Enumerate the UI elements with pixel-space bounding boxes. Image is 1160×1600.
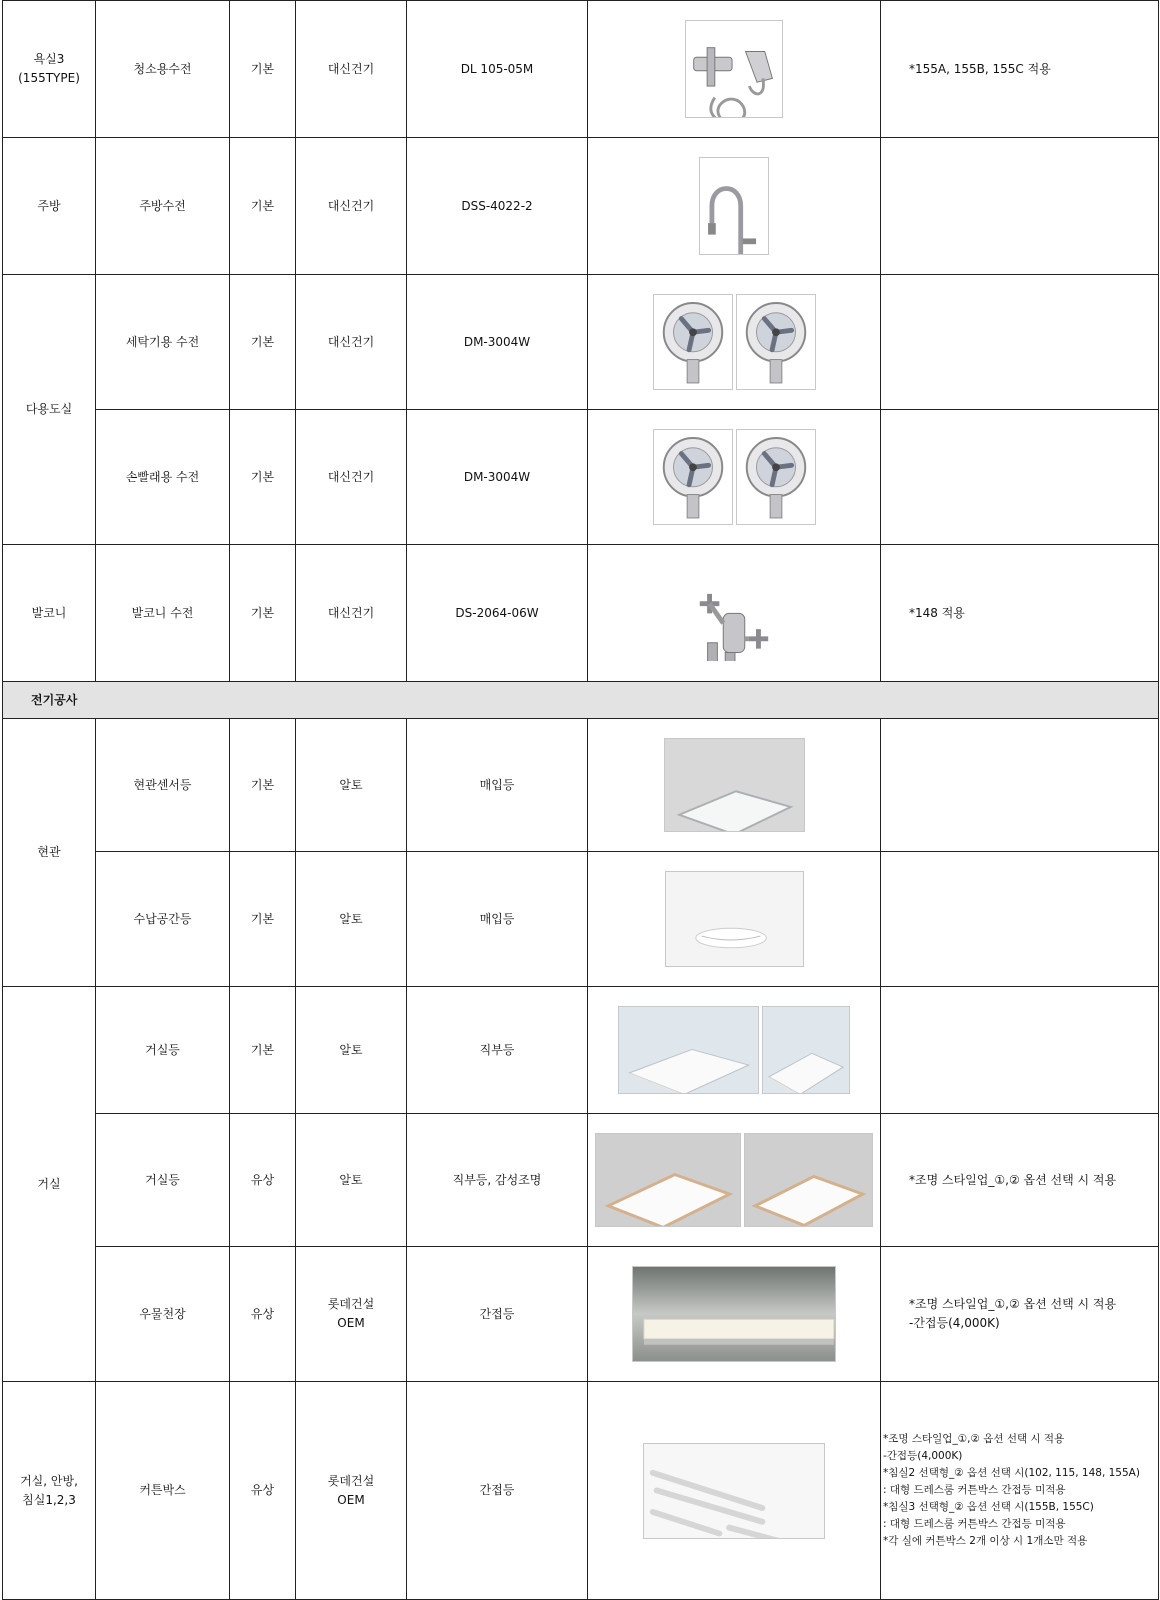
recessed-panel-icon <box>664 738 805 832</box>
room-cell: 거실 <box>3 987 96 1382</box>
washer-tap-icon <box>653 294 733 390</box>
maker-cell: 롯데건설 OEM <box>296 1247 407 1382</box>
balcony-tap-icon <box>689 564 779 662</box>
maker-cell: 대신건기 <box>296 138 407 275</box>
note-cell <box>881 719 1159 852</box>
note-cell <box>881 138 1159 275</box>
type-cell: 유상 <box>230 1382 296 1600</box>
image-cell <box>588 852 881 987</box>
table-row <box>3 852 1159 987</box>
wood-frame-light-icon <box>595 1133 741 1227</box>
room-cell: 발코니 <box>3 545 96 682</box>
model-cell: 직부등 <box>407 987 588 1114</box>
image-cell <box>588 1114 881 1247</box>
model-cell: 매입등 <box>407 719 588 852</box>
type-cell: 기본 <box>230 719 296 852</box>
washer-tap-icon <box>736 429 816 525</box>
room-cell: 거실, 안방, 침실1,2,3 <box>3 1382 96 1600</box>
curtain-box-light-icon <box>643 1443 825 1539</box>
image-cell <box>588 719 881 852</box>
maker-cell: 알토 <box>296 987 407 1114</box>
wood-frame-light-icon <box>744 1133 873 1227</box>
model-cell: 간접등 <box>407 1247 588 1382</box>
type-cell: 기본 <box>230 987 296 1114</box>
image-cell <box>588 1382 881 1600</box>
type-cell: 유상 <box>230 1114 296 1247</box>
maker-cell: 대신건기 <box>296 545 407 682</box>
model-cell: DM-3004W <box>407 410 588 545</box>
table-row <box>3 1114 1159 1247</box>
maker-cell: 알토 <box>296 1114 407 1247</box>
image-cell <box>588 545 881 682</box>
room-cell: 현관 <box>3 719 96 987</box>
note-cell: *조명 스타일업_①,② 옵션 선택 시 적용 -간접등(4,000K) *침실2 선택형_② 옵션 선택 시(102, 115, 148, 155A) : 대형 드레스룸 커튼박스 간접등 미적용 *침실3 선택형_② 옵션 선택 시(155B, 155C) : 대형 드레스룸 커튼박스 간접등 미적용 *각 실에 커튼박스 2개 이상 시 1개소만 적용 <box>881 1382 1159 1600</box>
type-cell: 유상 <box>230 1247 296 1382</box>
note-cell <box>881 410 1159 545</box>
item-cell: 현관센서등 <box>96 719 230 852</box>
table-row <box>3 545 1159 682</box>
note-cell: *조명 스타일업_①,② 옵션 선택 시 적용 -간접등(4,000K) <box>881 1247 1159 1382</box>
note-cell <box>881 987 1159 1114</box>
item-cell: 세탁기용 수전 <box>96 275 230 410</box>
table-row <box>3 275 1159 410</box>
section-title: 전기공사 <box>3 682 1159 719</box>
note-cell: *148 적용 <box>881 545 1159 682</box>
image-cell <box>588 410 881 545</box>
room-cell: 다용도실 <box>3 275 96 545</box>
table-row <box>3 719 1159 852</box>
type-cell: 기본 <box>230 410 296 545</box>
image-cell <box>588 1 881 138</box>
led-bar-icon <box>632 1266 836 1362</box>
table-row <box>3 1 1159 138</box>
spec-table <box>2 0 1159 1600</box>
image-cell <box>588 1247 881 1382</box>
item-cell: 청소용수전 <box>96 1 230 138</box>
ceiling-light-icon <box>762 1006 850 1094</box>
maker-cell: 대신건기 <box>296 1 407 138</box>
model-cell: DL 105-05M <box>407 1 588 138</box>
maker-cell: 대신건기 <box>296 275 407 410</box>
type-cell: 기본 <box>230 1 296 138</box>
item-cell: 수납공간등 <box>96 852 230 987</box>
downlight-icon <box>665 871 804 967</box>
image-cell <box>588 987 881 1114</box>
item-cell: 발코니 수전 <box>96 545 230 682</box>
maker-cell: 알토 <box>296 719 407 852</box>
model-cell: 매입등 <box>407 852 588 987</box>
model-cell: DS-2064-06W <box>407 545 588 682</box>
item-cell: 거실등 <box>96 1114 230 1247</box>
item-cell: 우물천장 <box>96 1247 230 1382</box>
item-cell: 주방수전 <box>96 138 230 275</box>
table-row <box>3 1382 1159 1600</box>
item-cell: 커튼박스 <box>96 1382 230 1600</box>
kitchen-faucet-icon <box>699 157 769 255</box>
image-cell <box>588 138 881 275</box>
note-cell <box>881 852 1159 987</box>
model-cell: 직부등, 감성조명 <box>407 1114 588 1247</box>
table-row <box>3 410 1159 545</box>
note-cell: *조명 스타일업_①,② 옵션 선택 시 적용 <box>881 1114 1159 1247</box>
ceiling-light-icon <box>618 1006 759 1094</box>
room-cell: 욕실3 (155TYPE) <box>3 1 96 138</box>
maker-cell: 대신건기 <box>296 410 407 545</box>
washer-tap-icon <box>736 294 816 390</box>
note-cell <box>881 275 1159 410</box>
cleaning-faucet-icon <box>685 20 783 118</box>
maker-cell: 롯데건설 OEM <box>296 1382 407 1600</box>
type-cell: 기본 <box>230 545 296 682</box>
type-cell: 기본 <box>230 138 296 275</box>
section-header-row <box>3 682 1159 719</box>
washer-tap-icon <box>653 429 733 525</box>
table-row <box>3 138 1159 275</box>
item-cell: 손빨래용 수전 <box>96 410 230 545</box>
table-row <box>3 1247 1159 1382</box>
model-cell: 간접등 <box>407 1382 588 1600</box>
note-cell: *155A, 155B, 155C 적용 <box>881 1 1159 138</box>
table-row <box>3 987 1159 1114</box>
image-cell <box>588 275 881 410</box>
room-cell: 주방 <box>3 138 96 275</box>
type-cell: 기본 <box>230 275 296 410</box>
type-cell: 기본 <box>230 852 296 987</box>
model-cell: DSS-4022-2 <box>407 138 588 275</box>
model-cell: DM-3004W <box>407 275 588 410</box>
item-cell: 거실등 <box>96 987 230 1114</box>
maker-cell: 알토 <box>296 852 407 987</box>
